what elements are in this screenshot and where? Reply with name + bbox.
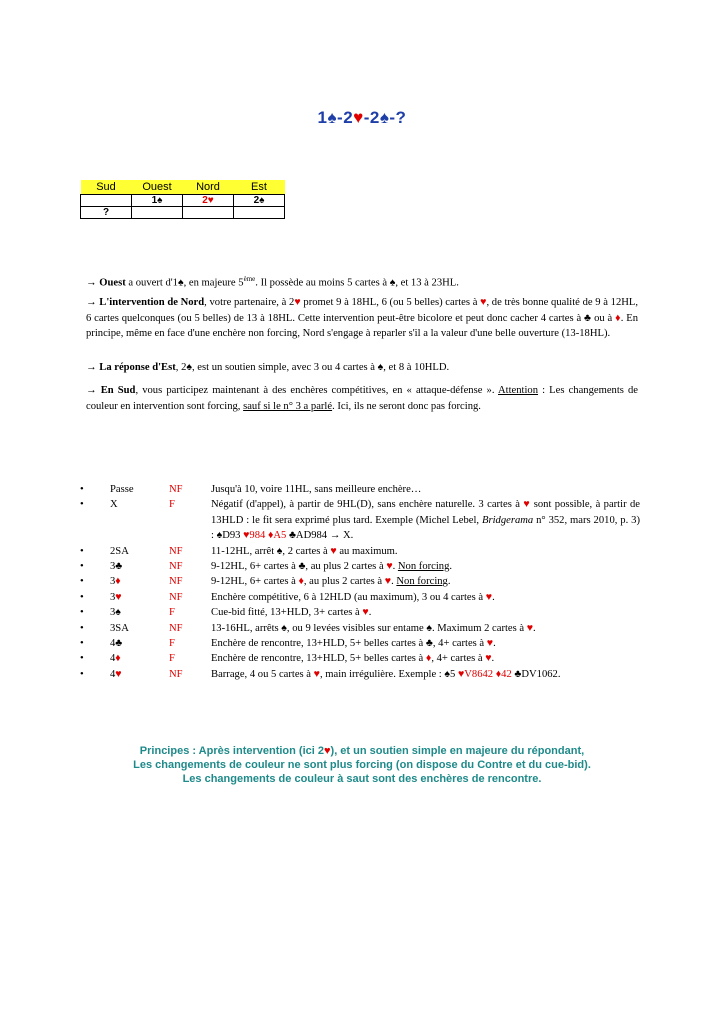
- text: .: [391, 576, 397, 588]
- text: , au plus 2 cartes à: [303, 576, 385, 588]
- list-item: [80, 544, 640, 559]
- superscript: ème: [243, 275, 256, 283]
- text: . En principe, même en face d'une enchère non forcing, Nord s'engage à reparler s'il a la valeur d'une belle ouverture (13-18HL).: [86, 312, 638, 339]
- text: .: [368, 607, 372, 619]
- bullet: •: [80, 653, 84, 665]
- bid-description: [211, 544, 640, 559]
- bullet: •: [80, 607, 84, 619]
- heart-symbol: ♥: [485, 653, 492, 665]
- bid-description: [211, 497, 640, 543]
- bold-label: La réponse d'Est: [99, 362, 176, 373]
- bid-description: [211, 590, 640, 605]
- cell-sud: [81, 195, 132, 207]
- text: au maximum.: [336, 545, 398, 557]
- bidding-header-row: [81, 180, 285, 195]
- bids-list: [80, 482, 640, 682]
- heart-symbol: ♥: [386, 561, 393, 573]
- text: , main irrégulière. Exemple : ♠5: [319, 668, 458, 680]
- bold-label: L'intervention de Nord: [99, 297, 205, 308]
- bullet: •: [80, 561, 84, 573]
- bold-label: Ouest: [99, 277, 126, 289]
- heart-symbol: ♥: [313, 668, 320, 680]
- diamond-symbol: ♦: [425, 653, 432, 665]
- bid-description: [211, 559, 640, 574]
- text: . Ici, ils ne seront donc pas forcing.: [332, 400, 481, 412]
- text: , de très bonne qualité de 9 à 12HL, 6 cartes quelconques (ou 5 belles) de 13 à 18HL. Cette intervention peut-être bicolore et peut donc cacher 4 cartes à ♣ ou à: [86, 297, 639, 324]
- bid-description: [211, 621, 640, 636]
- list-item: [80, 574, 640, 589]
- paragraph-nord: [86, 295, 638, 342]
- text: n° 352, mars 2010, p. 3) : ♠D93: [211, 514, 640, 542]
- text: , votre partenaire, à 2: [204, 297, 295, 308]
- list-item: [80, 590, 640, 605]
- cell-ouest: [132, 207, 183, 219]
- bidding-row: [81, 195, 285, 207]
- diamond-symbol: ♦: [615, 312, 621, 324]
- cell-est: 2♠: [234, 195, 285, 207]
- diamond-symbol: ♦: [298, 576, 304, 588]
- text: 11-12HL, arrêt ♠, 2 cartes à: [211, 545, 331, 557]
- bid-label: 3♥: [110, 591, 122, 603]
- forcing-code: NF: [169, 545, 183, 557]
- bid-description: [211, 651, 640, 666]
- forcing-code: NF: [169, 484, 183, 495]
- forcing-code: NF: [169, 591, 183, 603]
- list-item: [80, 559, 640, 574]
- italic-text: Bridgerama: [482, 514, 534, 526]
- bullet: •: [80, 499, 84, 511]
- bullet: •: [80, 545, 84, 557]
- bid-description: [211, 574, 640, 589]
- text: .: [491, 653, 495, 665]
- text: .: [392, 561, 398, 573]
- underlined-text: sauf si le n° 3 a parlé: [243, 400, 333, 412]
- text: Enchère de rencontre, 13+HLD, 5+ belles cartes à: [211, 653, 426, 665]
- list-item: [80, 651, 640, 666]
- principles-line: Les changements de couleur à saut sont des enchères de rencontre.: [182, 773, 542, 785]
- arrow: →: [86, 297, 100, 308]
- paragraph-ouest: [86, 272, 638, 291]
- text: 9-12HL, 6+ cartes à: [211, 576, 299, 588]
- heart-symbol: ♥: [324, 745, 331, 757]
- cell-est: [234, 207, 285, 219]
- heart-symbol: ♥: [384, 576, 392, 588]
- header-sud: Sud: [81, 180, 132, 195]
- principles-line: [0, 744, 724, 758]
- text: 13-16HL, arrêts ♠, ou 9 levées visibles sur entame ♠. Maximum 2 cartes à: [211, 622, 527, 634]
- bid-label: 4♦: [110, 653, 121, 665]
- underlined-text: Attention: [498, 385, 539, 396]
- text: a ouvert d'1♠, en majeure 5: [125, 277, 244, 289]
- page-title: [0, 108, 724, 128]
- cell-nord: 2♥: [183, 195, 234, 207]
- forcing-code: F: [169, 499, 175, 511]
- arrow: →: [86, 385, 101, 396]
- bullet: •: [80, 638, 84, 650]
- text: Principes : Après intervention (ici 2: [139, 745, 324, 757]
- cell-nord: [183, 207, 234, 219]
- underlined-text: Non forcing: [396, 576, 448, 588]
- bid-label: Passe: [110, 484, 134, 495]
- header-est: Est: [234, 180, 285, 195]
- text: Cue-bid fitté, 13+HLD, 3+ cartes à: [211, 607, 363, 619]
- heart-symbol: ♥: [294, 297, 301, 308]
- text: ), et un soutien simple en majeure du répondant,: [330, 745, 585, 757]
- text: promet 9 à 18HL, 6 (ou 5 belles) cartes à: [300, 297, 481, 308]
- bold-label: En Sud: [100, 385, 136, 396]
- red-cards: ♥984 ♦A5: [243, 530, 287, 542]
- red-cards: ♥V8642 ♦42: [457, 668, 512, 680]
- text: , 2♠, est un soutien simple, avec 3 ou 4 cartes à ♠, et 8 à 10HLD.: [175, 362, 450, 373]
- text: .: [493, 638, 496, 650]
- bid-description: [211, 667, 640, 682]
- bid-label: 3♦: [110, 576, 121, 588]
- bullet: •: [80, 484, 84, 495]
- heart-symbol: ♥: [362, 607, 369, 619]
- forcing-code: NF: [169, 561, 183, 573]
- text: : Les changements de couleur en intervention sont forcing,: [86, 385, 638, 412]
- text: , 4+ cartes à: [431, 653, 486, 665]
- bid-label: 3SA: [110, 622, 129, 634]
- title-part: 1♠: [317, 108, 338, 127]
- text: .: [533, 622, 536, 634]
- arrow: →: [86, 362, 100, 373]
- bullet: •: [80, 576, 84, 588]
- text: Enchère de rencontre, 13+HLD, 5+ belles cartes à ♣, 4+ cartes à: [211, 638, 487, 650]
- paragraph-est: [86, 360, 638, 376]
- bullet: •: [80, 622, 84, 634]
- text: Enchère compétitive, 6 à 12HLD (au maximum), 3 ou 4 cartes à: [211, 591, 486, 603]
- bid-label: X: [110, 499, 118, 511]
- heart-symbol: ♥: [353, 108, 364, 127]
- forcing-code: F: [169, 607, 175, 619]
- bidding-row: [81, 207, 285, 219]
- text: sont possible, à partir de 13HLD : le fit sera exprimé plus tard. Exemple (Michel Lebel,: [211, 499, 640, 526]
- forcing-code: NF: [169, 622, 183, 634]
- cell-sud: ?: [81, 207, 132, 219]
- text: .: [449, 561, 453, 573]
- title-part: -2♠-?: [363, 108, 407, 127]
- text: ♣AD984 → X.: [286, 530, 354, 542]
- principles-note: [0, 744, 724, 786]
- forcing-code: NF: [169, 668, 183, 680]
- bidding-table: [80, 180, 285, 219]
- bullet: •: [80, 668, 84, 680]
- bid-label: 3♣: [110, 561, 123, 573]
- list-item: [80, 636, 640, 651]
- list-item: [80, 667, 640, 682]
- heart-symbol: ♥: [485, 591, 493, 603]
- bid-label: 4♥: [110, 668, 122, 680]
- bullet: •: [80, 591, 84, 603]
- heart-symbol: ♥: [480, 297, 487, 308]
- arrow: →: [86, 277, 100, 289]
- header-ouest: Ouest: [132, 180, 183, 195]
- heart-symbol: ♥: [526, 622, 534, 634]
- text: ♣DV1062.: [511, 668, 561, 680]
- list-item: [80, 605, 640, 620]
- forcing-code: F: [169, 638, 175, 650]
- forcing-code: F: [169, 653, 175, 665]
- text: .: [492, 591, 495, 603]
- principles-line: Les changements de couleur ne sont plus forcing (on dispose du Contre et du cue-bid).: [133, 759, 591, 771]
- text: , vous participez maintenant à des enchères compétitives, en « attaque-défense ».: [135, 385, 498, 396]
- text: . Il possède au moins 5 cartes à ♠, et 13 à 23HL.: [255, 277, 459, 289]
- heart-symbol: ♥: [486, 638, 494, 650]
- cell-ouest: 1♠: [132, 195, 183, 207]
- title-part: -2: [337, 108, 354, 127]
- bid-description: [211, 636, 640, 651]
- heart-symbol: ♥: [330, 545, 337, 557]
- header-nord: Nord: [183, 180, 234, 195]
- bid-label: 3♠: [110, 607, 121, 619]
- list-item: [80, 497, 640, 543]
- text: Barrage, 4 ou 5 cartes à: [211, 668, 314, 680]
- text: .: [447, 576, 451, 588]
- forcing-code: NF: [169, 576, 183, 588]
- heart-symbol: ♥: [523, 499, 531, 511]
- bid-label: 4♣: [110, 638, 123, 650]
- underlined-text: Non forcing: [397, 561, 450, 573]
- bid-label: 2SA: [110, 545, 129, 557]
- list-item: [80, 482, 640, 497]
- text: 9-12HL, 6+ cartes à ♣, au plus 2 cartes à: [211, 561, 387, 573]
- list-item: [80, 621, 640, 636]
- bid-description: [211, 605, 640, 620]
- paragraph-sud: [86, 383, 638, 414]
- text: Négatif (d'appel), à partir de 9HL(D), sans enchère naturelle. 3 cartes à: [211, 499, 524, 511]
- bid-description: Jusqu'à 10, voire 11HL, sans meilleure enchère…: [211, 484, 422, 495]
